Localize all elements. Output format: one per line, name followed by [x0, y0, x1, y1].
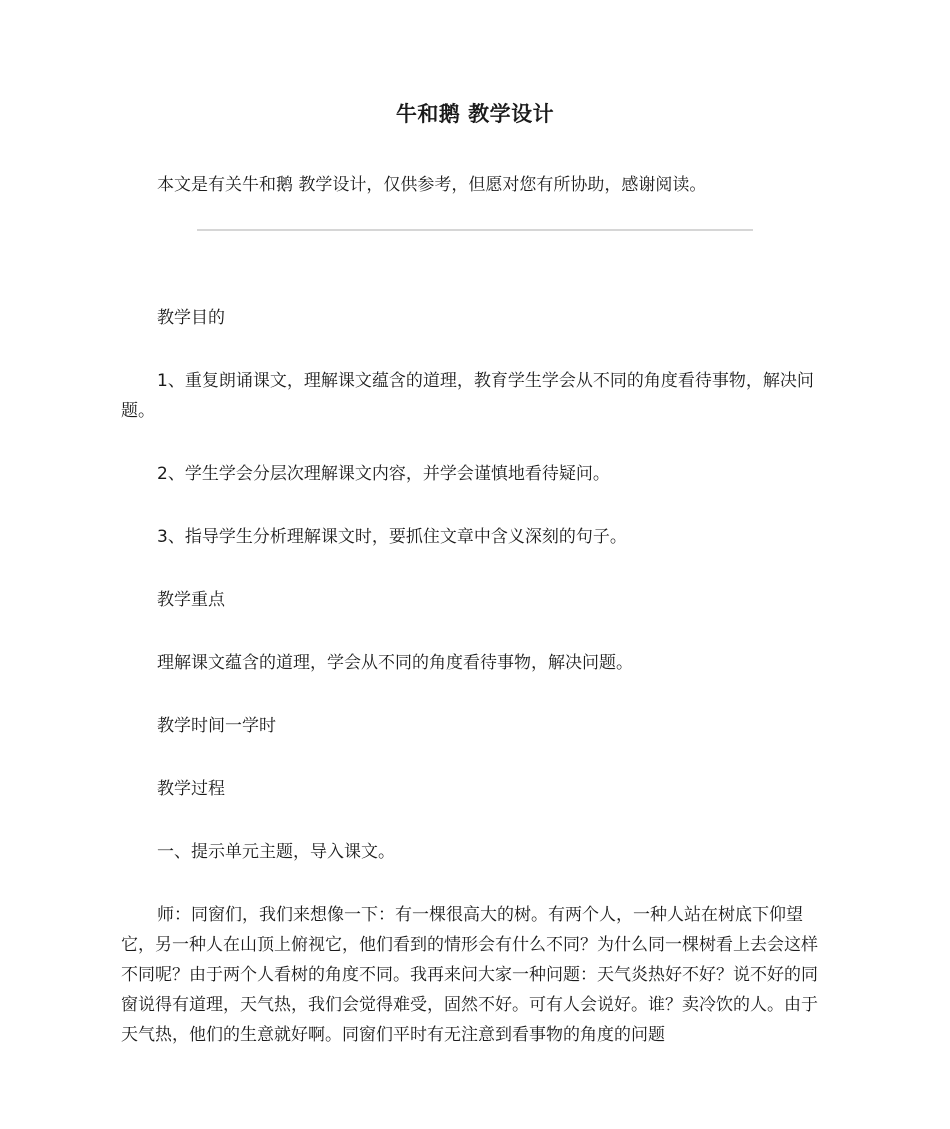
teacher-dialogue-paragraph: 师：同窗们，我们来想像一下：有一棵很高大的树。有两个人，一种人站在树底下仰望它，另一种人在山顶上俯视它，他们看到的情形会有什么不同？为什么同一棵树看上去会这样不同呢？由于两个人看树的角度不同。我再来问大家一种问题：天气炎热好不好？说不好的同窗说得有道理，天气热，我们会觉得难受，固然不好。可有人会说好。谁？卖冷饮的人。由于天气热，他们的生意就好啊。同窗们平时有无注意到看事物的角度的问题 — [121, 905, 818, 1045]
section-heading-process: 教学过程 — [157, 779, 225, 799]
section-heading-key-points: 教学重点 — [157, 590, 225, 610]
objective-item-2: 2、学生学会分层次理解课文内容，并学会谨慎地看待疑问。 — [157, 464, 610, 484]
process-step-1: 一、提示单元主题，导入课文。 — [157, 842, 395, 862]
objective-item-3: 3、指导学生分析理解课文时，要抓住文章中含义深刻的句子。 — [157, 527, 627, 547]
document-title: 牛和鹅 教学设计 — [395, 102, 555, 126]
section-heading-objectives: 教学目的 — [157, 308, 225, 328]
divider — [197, 229, 753, 231]
document-body — [121, 303, 831, 1050]
key-points-text: 理解课文蕴含的道理，学会从不同的角度看待事物，解决问题。 — [157, 653, 633, 673]
document-intro: 本文是有关牛和鹅 教学设计，仅供参考，但愿对您有所协助，感谢阅读。 — [157, 175, 707, 195]
teaching-time: 教学时间一学时 — [157, 716, 276, 736]
objective-item-1: 1、重复朗诵课文，理解课文蕴含的道理，教育学生学会从不同的角度看待事物，解决问题。 — [121, 371, 814, 421]
